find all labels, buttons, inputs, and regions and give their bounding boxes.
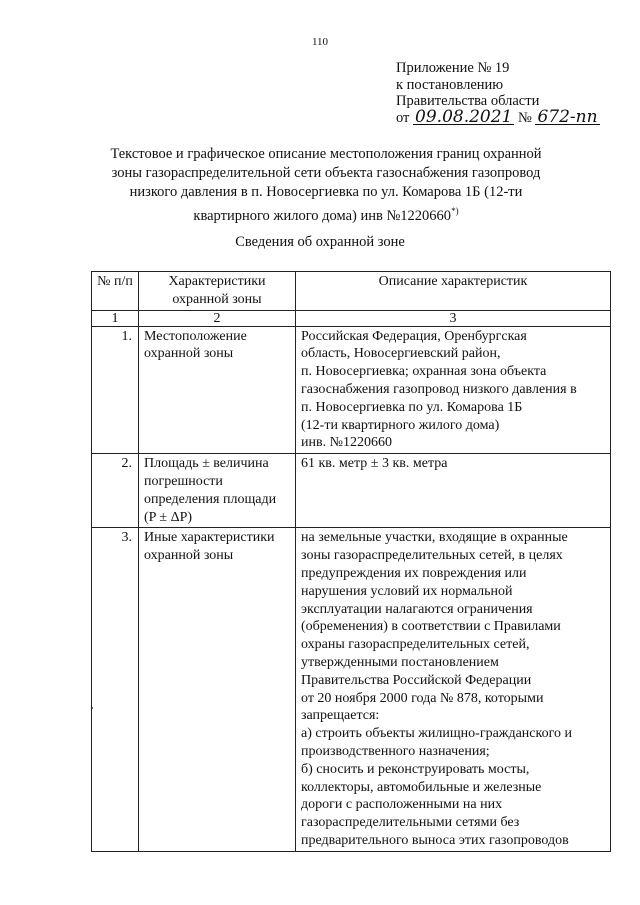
description-line: область, Новосергиевский район, — [301, 346, 501, 362]
row-number: 1. — [92, 326, 139, 454]
description-line: п. Новосергиевка по ул. Комарова 1Б — [301, 399, 523, 415]
row-characteristic: Местоположение охранной зоны — [139, 326, 296, 454]
column-number: 1 — [92, 310, 139, 326]
table-row — [92, 528, 611, 851]
table-header-row — [92, 272, 611, 311]
description-line: коллекторы, автомобильные и железные — [301, 779, 542, 795]
appendix-line-2: к постановлению — [396, 76, 504, 93]
scan-speck — [91, 707, 93, 709]
description-line: а) строить объекты жилищно-гражданского и — [301, 726, 572, 742]
description-line: зоны газораспределительных сетей, в целях — [301, 548, 563, 564]
header-number: № п/п — [92, 272, 139, 311]
page-number: 110 — [311, 36, 329, 48]
table-row — [92, 326, 611, 454]
handwritten-date: 09.08.2021 — [415, 106, 513, 127]
appendix-line-3: Правительства области — [396, 93, 540, 109]
appendix-line-1: Приложение № 19 — [396, 60, 510, 76]
number-label: № — [518, 109, 532, 126]
section-subtitle: Сведения об охранной зоне — [235, 234, 405, 250]
description-line: производственного назначения; — [301, 743, 490, 759]
row-number: 2. — [92, 454, 139, 528]
header-description: Описание характеристик — [296, 272, 611, 311]
description-line: на земельные участки, входящие в охранные — [301, 530, 568, 546]
description-line: эксплуатации налагаются ограничения — [301, 601, 533, 617]
document-title — [96, 145, 556, 226]
row-number: 3. — [92, 528, 139, 851]
from-label: от — [396, 109, 410, 126]
appendix-date-line — [396, 106, 600, 127]
description-line: дороги с расположенными на них — [301, 797, 503, 813]
appendix-block — [396, 60, 600, 126]
row-description — [296, 528, 611, 851]
description-line: (12-ти квартирного жилого дома) — [301, 417, 500, 433]
description-line: п. Новосергиевка; охранная зона объекта — [301, 364, 547, 380]
table-row — [92, 454, 611, 528]
column-number-row — [92, 310, 611, 326]
description-line: охраны газораспределительных сетей, — [301, 637, 530, 653]
column-number: 2 — [139, 310, 296, 326]
protection-zone-table — [91, 271, 611, 852]
row-characteristic: Иные характеристики охранной зоны — [139, 528, 296, 851]
description-line: газораспределительными сетями без — [301, 815, 520, 831]
description-line: инв. №1220660 — [301, 435, 392, 451]
description-line: предварительного выноса этих газопроводов — [301, 832, 569, 848]
description-line: от 20 ноября 2000 года № 878, которыми — [301, 690, 544, 706]
header-characteristics: Характеристики охранной зоны — [139, 272, 296, 311]
title-text: Текстовое и графическое описание местоположения границ охранной зоны газораспределительной сети объекта газоснабжения газопровод низкого давления в п. Новосергиевка по ул. Комарова 1Б (12-ти квартирного жилого дома) инв №1220660 — [110, 146, 542, 224]
column-number: 3 — [296, 310, 611, 326]
description-line: нарушения условий их нормальной — [301, 583, 513, 599]
description-line: запрещается: — [301, 708, 380, 724]
handwritten-number: 672-пп — [537, 106, 598, 127]
description-line: б) сносить и реконструировать мосты, — [301, 761, 530, 777]
description-line: предупреждения их повреждения или — [301, 565, 527, 581]
footnote-mark: *) — [451, 206, 459, 216]
row-description — [296, 326, 611, 454]
description-line: (обременения) в соответствии с Правилами — [301, 619, 561, 635]
description-line: Российская Федерация, Оренбургская — [301, 328, 527, 344]
description-line: 61 кв. метр ± 3 кв. метра — [301, 456, 448, 472]
row-description — [296, 454, 611, 528]
description-line: газоснабжения газопровод низкого давления в — [301, 381, 577, 397]
description-line: Правительства Российской Федерации — [301, 672, 532, 688]
description-line: утвержденными постановлением — [301, 654, 499, 670]
row-characteristic: Площадь ± величина погрешности определения площади (P ± ΔP) — [139, 454, 296, 528]
